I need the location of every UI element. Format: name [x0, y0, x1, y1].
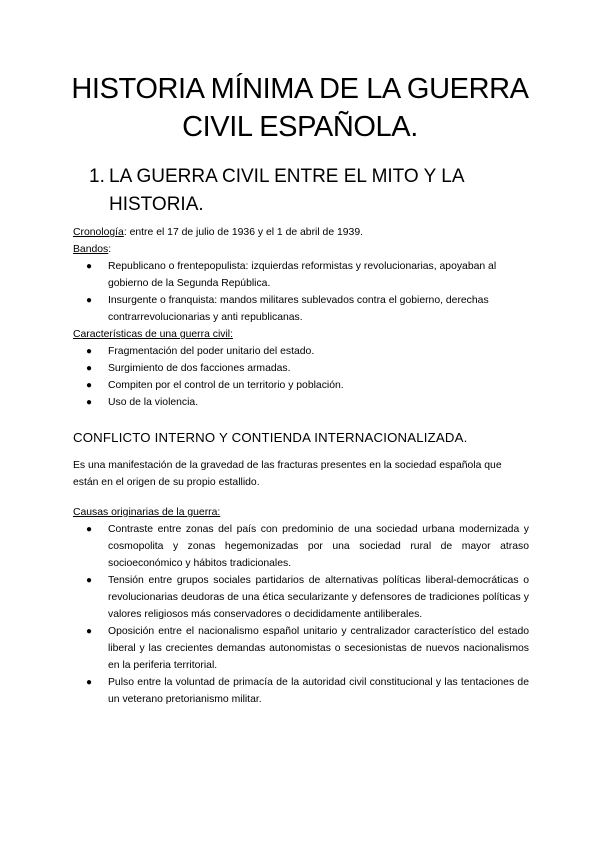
bullet-icon: ● — [86, 346, 93, 357]
bullet-icon: ● — [86, 524, 93, 535]
cronologia-label: Cronología — [73, 227, 124, 238]
section-1-heading — [89, 163, 509, 219]
list-item: ● Insurgente o franquista: mandos militares sublevados contra el gobierno, derechas contrarrevolucionarias y anti republicanas. — [73, 292, 529, 326]
section-1-body — [73, 224, 529, 411]
cronologia-line — [73, 224, 529, 241]
list-item: ● Tensión entre grupos sociales partidarios de alternativas políticas liberal-democráticas o revolucionarias deudoras de una ética secularizante y defensores de tradiciones políticas y valores religiosos más conservadores o decididamente antiliberales. — [73, 572, 529, 623]
bandos-line — [73, 241, 529, 258]
list-item: ● Fragmentación del poder unitario del estado. — [73, 343, 529, 360]
bullet-icon: ● — [86, 261, 93, 272]
section-2-causas — [73, 504, 529, 708]
section-2-intro: Es una manifestación de la gravedad de las fracturas presentes en la sociedad española que están en el origen de su propio estallido. — [73, 460, 502, 488]
bullet-icon: ● — [86, 397, 93, 408]
list-item: ● Uso de la violencia. — [73, 394, 529, 411]
bullet-icon: ● — [86, 380, 93, 391]
bullet-icon: ● — [86, 363, 93, 374]
caracteristicas-label: Características de una guerra civil: — [73, 329, 233, 340]
list-item: ● Pulso entre la voluntad de primacía de la autoridad civil constitucional y las tentaciones de un veterano pretorianismo militar. — [73, 674, 529, 708]
bandos-label: Bandos — [73, 244, 109, 255]
bandos-list — [73, 258, 529, 326]
section-1-number: 1. — [89, 166, 105, 187]
document-title: HISTORIA MÍNIMA DE LA GUERRA CIVIL ESPAÑOLA. — [71, 73, 529, 143]
bullet-icon: ● — [86, 677, 93, 688]
list-item: ● Oposición entre el nacionalismo español unitario y centralizador característico del estado liberal y las crecientes demandas autonomistas o secesionistas de nuevos nacionalismos en la periferia territorial. — [73, 623, 529, 674]
list-item: ● Surgimiento de dos facciones armadas. — [73, 360, 529, 377]
caracteristicas-list — [73, 343, 529, 411]
list-item: ● Contraste entre zonas del país con predominio de una sociedad urbana modernizada y cosmopolita y zonas hegemonizadas por una sociedad rural de mayor atraso socioeconómico y hábitos tradicionales. — [73, 521, 529, 572]
bullet-icon: ● — [86, 575, 93, 586]
section-1-heading-text: LA GUERRA CIVIL ENTRE EL MITO Y LA HISTORIA. — [109, 166, 464, 215]
causas-label: Causas originarias de la guerra: — [73, 507, 221, 518]
cronologia-text: : entre el 17 de julio de 1936 y el 1 de abril de 1939. — [123, 227, 364, 238]
bullet-icon: ● — [86, 626, 93, 637]
list-item: ● Compiten por el control de un territorio y población. — [73, 377, 529, 394]
list-item: ● Republicano o frentepopulista: izquierdas reformistas y revolucionarias, apoyaban al gobierno de la Segunda República. — [73, 258, 529, 292]
causas-list — [73, 521, 529, 708]
bandos-colon: : — [108, 244, 112, 255]
section-2-heading: CONFLICTO INTERNO Y CONTIENDA INTERNACIONALIZADA. — [73, 430, 468, 445]
bullet-icon: ● — [86, 295, 93, 306]
